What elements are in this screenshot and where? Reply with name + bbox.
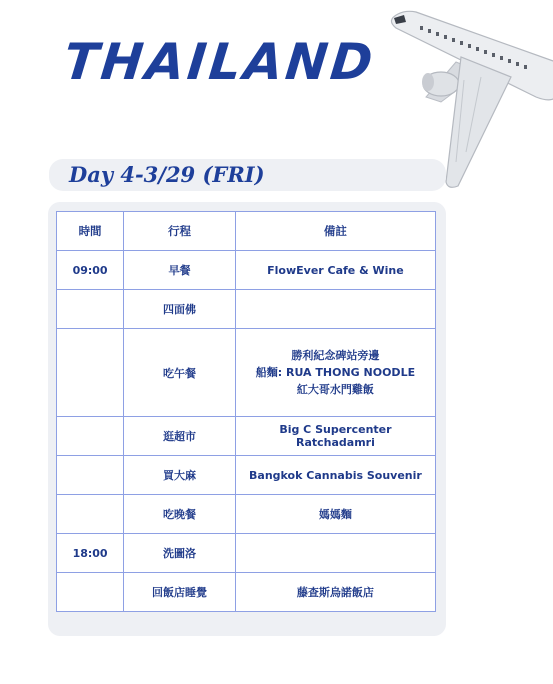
- table-row: [57, 573, 436, 612]
- schedule-card: [48, 202, 446, 636]
- time-cell: [57, 329, 124, 417]
- notes-cell: [235, 329, 435, 417]
- notes-cell: [235, 534, 435, 573]
- notes-cell: Big C Supercenter Ratchadamri: [235, 417, 435, 456]
- time-cell: [57, 495, 124, 534]
- table-row: [57, 534, 436, 573]
- time-cell: [57, 573, 124, 612]
- table-row: [57, 417, 436, 456]
- time-cell: 18:00: [57, 534, 124, 573]
- time-cell: 09:00: [57, 251, 124, 290]
- column-header-time: 時間: [57, 212, 124, 251]
- time-cell: [57, 417, 124, 456]
- column-header-notes: 備註: [235, 212, 435, 251]
- page-title: THAILAND: [60, 33, 379, 91]
- notes-cell: [235, 290, 435, 329]
- item-cell: 買大麻: [124, 456, 236, 495]
- item-cell: 吃午餐: [124, 329, 236, 417]
- item-cell: 逛超市: [124, 417, 236, 456]
- notes-cell: 藤查斯烏諾飯店: [235, 573, 435, 612]
- item-cell: 洗圖洛: [124, 534, 236, 573]
- item-cell: 吃晚餐: [124, 495, 236, 534]
- day-label: Day 4-3/29 (FRI): [69, 162, 265, 187]
- day-header: [49, 159, 446, 191]
- note-line: 勝利紀念碑站旁邊: [291, 349, 380, 362]
- column-header-itinerary: 行程: [124, 212, 236, 251]
- table-row: [57, 251, 436, 290]
- table-header-row: [57, 212, 436, 251]
- notes-cell: FlowEver Cafe & Wine: [235, 251, 435, 290]
- notes-cell: 媽媽麵: [235, 495, 435, 534]
- table-row: [57, 329, 436, 417]
- item-cell: 四面佛: [124, 290, 236, 329]
- time-cell: [57, 290, 124, 329]
- table-row: [57, 456, 436, 495]
- table-row: [57, 290, 436, 329]
- schedule-table: [56, 211, 436, 612]
- table-row: [57, 495, 436, 534]
- time-cell: [57, 456, 124, 495]
- item-cell: 早餐: [124, 251, 236, 290]
- note-line: 船麵: RUA THONG NOODLE: [255, 366, 416, 379]
- item-cell: 回飯店睡覺: [124, 573, 236, 612]
- note-line: 紅大哥水門雞飯: [296, 383, 374, 396]
- notes-cell: Bangkok Cannabis Souvenir: [235, 456, 435, 495]
